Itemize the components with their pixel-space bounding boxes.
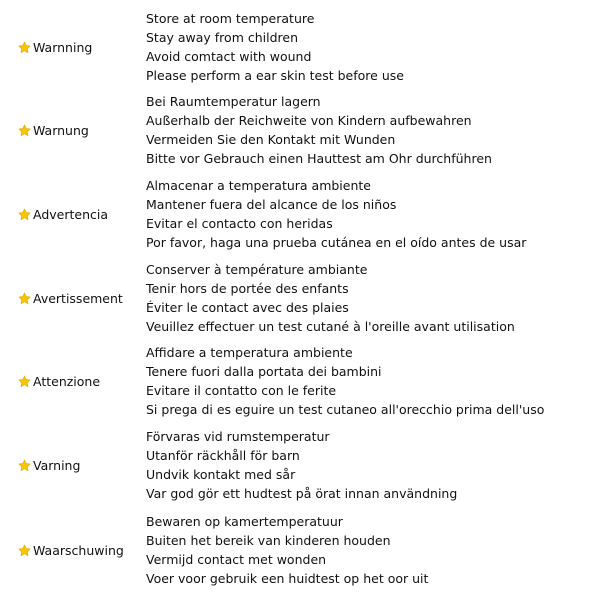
section-heading-text: Avertissement [33, 290, 123, 306]
instruction-line: Mantener fuera del alcance de los niños [146, 197, 397, 212]
instruction-line: Tenere fuori dalla portata dei bambini [146, 364, 382, 379]
instruction-line: Vermeiden Sie den Kontakt mit Wunden [146, 132, 396, 147]
section-lines [146, 9, 596, 85]
instruction-line: Vermijd contact met wonden [146, 552, 327, 567]
instruction-line: Förvaras vid rumstemperatur [146, 429, 330, 444]
section-heading-text: Warnung [33, 122, 89, 138]
instruction-line: Außerhalb der Reichweite von Kindern aufbewahren [146, 113, 472, 128]
section-heading-text: Warnning [33, 39, 93, 55]
section-lines [146, 343, 596, 419]
instruction-line: Store at room temperature [146, 11, 315, 26]
section-lines [146, 260, 596, 336]
instruction-line: Conserver à température ambiante [146, 262, 368, 277]
star-icon [18, 544, 31, 557]
instruction-line: Utanför räckhåll för barn [146, 448, 300, 463]
instruction-line: Evitare il contatto con le ferite [146, 383, 337, 398]
instruction-line: Evitar el contacto con heridas [146, 216, 333, 231]
instruction-line: Var god gör ett hudtest på örat innan användning [146, 486, 458, 501]
instruction-line: Voer voor gebruik een huidtest op het oor uit [146, 571, 429, 586]
star-icon [18, 41, 31, 54]
star-icon [18, 375, 31, 388]
section-heading [18, 176, 144, 252]
section-lines [146, 92, 596, 168]
section-heading [18, 9, 144, 85]
instruction-line: Stay away from children [146, 30, 298, 45]
instruction-line: Buiten het bereik van kinderen houden [146, 533, 391, 548]
star-icon [18, 208, 31, 221]
instruction-line: Tenir hors de portée des enfants [146, 281, 349, 296]
warning-section-sv [0, 427, 600, 503]
instruction-line: Por favor, haga una prueba cutánea en el oído antes de usar [146, 235, 527, 250]
section-lines [146, 176, 596, 252]
star-icon [18, 459, 31, 472]
instruction-line: Undvik kontakt med sår [146, 467, 296, 482]
warning-section-fr [0, 260, 600, 336]
warning-section-it [0, 343, 600, 419]
instruction-line: Please perform a ear skin test before use [146, 68, 404, 83]
instruction-line: Veuillez effectuer un test cutané à l'oreille avant utilisation [146, 319, 515, 334]
warning-section-en [0, 9, 600, 85]
section-heading-text: Attenzione [33, 373, 101, 389]
instruction-line: Bitte vor Gebrauch einen Hauttest am Ohr durchführen [146, 151, 492, 166]
instruction-line: Bewaren op kamertemperatuur [146, 514, 343, 529]
instruction-line: Si prega di es eguire un test cutaneo all'orecchio prima dell'uso [146, 402, 545, 417]
instruction-line: Affidare a temperatura ambiente [146, 345, 353, 360]
instruction-line: Avoid comtact with wound [146, 49, 312, 64]
section-lines [146, 427, 596, 503]
star-icon [18, 124, 31, 137]
section-heading-text: Advertencia [33, 206, 109, 222]
section-heading [18, 260, 144, 336]
warning-section-de [0, 92, 600, 168]
section-heading [18, 343, 144, 419]
instruction-line: Almacenar a temperatura ambiente [146, 178, 371, 193]
section-heading [18, 427, 144, 503]
section-lines [146, 512, 596, 588]
warning-section-es [0, 176, 600, 252]
warning-section-nl [0, 512, 600, 588]
section-heading-text: Waarschuwing [33, 542, 124, 558]
instruction-line: Bei Raumtemperatur lagern [146, 94, 321, 109]
section-heading-text: Varning [33, 457, 81, 473]
star-icon [18, 292, 31, 305]
section-heading [18, 512, 144, 588]
instruction-line: Éviter le contact avec des plaies [146, 300, 349, 315]
section-heading [18, 92, 144, 168]
